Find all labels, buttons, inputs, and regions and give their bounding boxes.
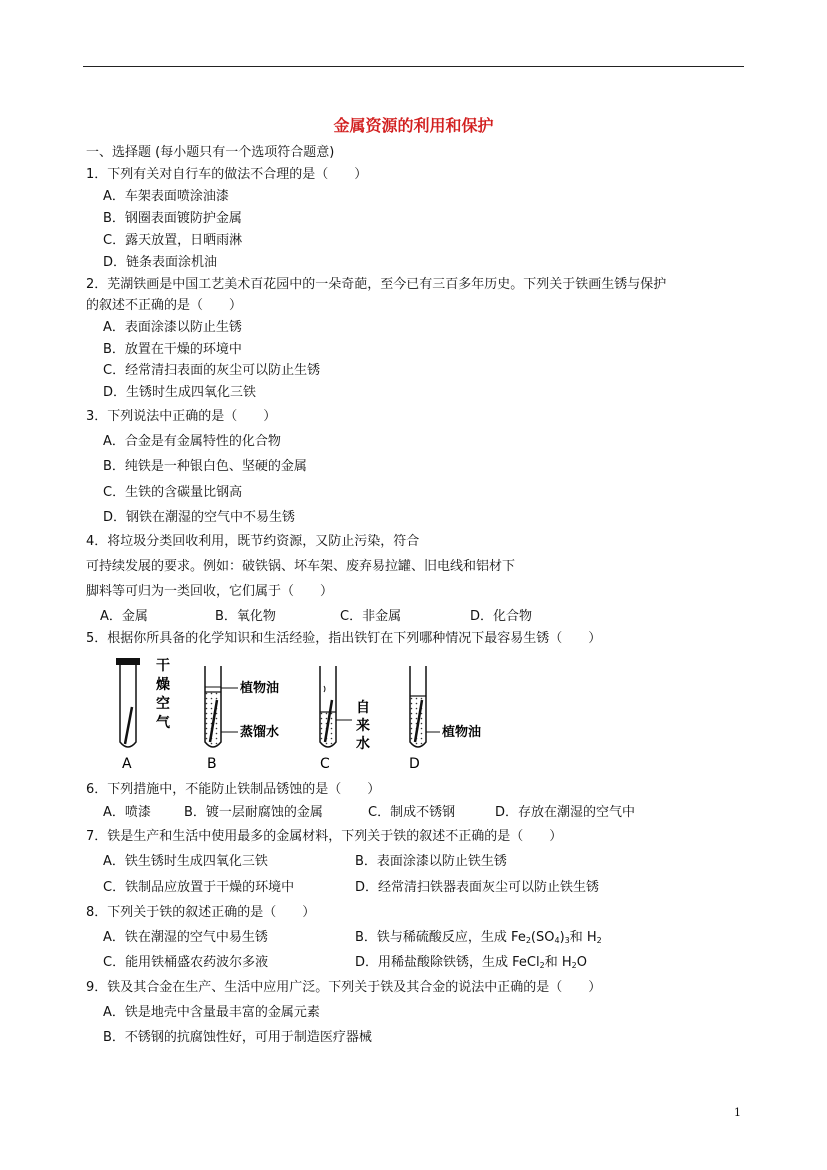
q6-option-d: D．存放在潮湿的空气中 <box>495 805 636 820</box>
q8-option-b: B．铁与稀硫酸反应，生成 $Fe_2(SO_4)_3$和 $H_2$ <box>355 930 602 945</box>
tube-label-b: B <box>207 756 217 772</box>
tube-a-stopper <box>116 658 140 665</box>
label-dry-1: 干 <box>156 658 170 674</box>
q3-option-c: C．生铁的含碳量比钢高 <box>103 485 243 500</box>
label-dry-2: 燥 <box>156 677 170 693</box>
q2-option-d: D．生锈时生成四氧化三铁 <box>103 385 257 400</box>
test-tube-figure <box>100 652 500 777</box>
label-tap-1: 自 <box>356 700 370 716</box>
tube-d <box>409 666 481 772</box>
label-tap-3: 水 <box>356 736 370 752</box>
q7-option-a: A．铁生锈时生成四氧化三铁 <box>103 854 268 869</box>
label-distilled-water: 蒸馏水 <box>240 725 280 740</box>
q4-option-a: A．金属 <box>100 609 148 624</box>
question-7-stem: 7．铁是生产和生活中使用最多的金属材料，下列关于铁的叙述不正确的是（ ） <box>86 829 563 844</box>
q8-option-d: D．用稀盐酸除铁锈，生成 FeCl$_2$和 $H_2O$ <box>355 955 587 970</box>
q3-option-a: A．合金是有金属特性的化合物 <box>103 434 281 449</box>
q7-option-b: B．表面涂漆以防止铁生锈 <box>355 854 507 869</box>
q6-option-c: C．制成不锈钢 <box>368 805 456 820</box>
q4-option-d: D．化合物 <box>470 609 533 624</box>
q6-option-a: A．喷漆 <box>103 805 151 820</box>
tube-label-c: C <box>320 756 330 772</box>
question-2-stem-line2: 的叙述不正确的是（ ） <box>86 298 243 313</box>
question-6-stem: 6．下列措施中，不能防止铁制品锈蚀的是（ ） <box>86 782 381 797</box>
q2-option-c: C．经常清扫表面的灰尘可以防止生锈 <box>103 363 321 378</box>
tube-b <box>205 666 279 772</box>
q9-option-a: A．铁是地壳中含量最丰富的金属元素 <box>103 1005 320 1020</box>
q9-option-b: B．不锈钢的抗腐蚀性好，可用于制造医疗器械 <box>103 1030 372 1045</box>
q1-option-a: A．车架表面喷涂油漆 <box>103 189 229 204</box>
header-rule <box>83 66 744 67</box>
tube-a <box>116 658 171 772</box>
q3-option-b: B．纯铁是一种银白色、坚硬的金属 <box>103 459 307 474</box>
q1-option-b: B．钢圈表面镀防护金属 <box>103 211 242 226</box>
label-air-1: 空 <box>156 696 170 712</box>
tube-label-a: A <box>122 756 132 772</box>
tube-label-d: D <box>409 756 420 772</box>
q2-option-b: B．放置在干燥的环境中 <box>103 342 242 357</box>
q7-option-d: D．经常清扫铁器表面灰尘可以防止铁生锈 <box>355 880 600 895</box>
label-oil-d: 植物油 <box>442 725 482 740</box>
tube-c <box>320 666 370 772</box>
q4-option-c: C．非金属 <box>340 609 402 624</box>
tube-a-nail <box>125 707 132 744</box>
page-title: 金属资源的利用和保护 <box>333 116 494 135</box>
q7-option-c: C．铁制品应放置于干燥的环境中 <box>103 880 295 895</box>
question-9-stem: 9．铁及其合金在生产、生活中应用广泛。下列关于铁及其合金的说法中正确的是（ ） <box>86 980 602 995</box>
question-4-stem-line2: 可持续发展的要求。例如：破铁锅、坏车架、废弃易拉罐、旧电线和铝材下 <box>86 559 516 574</box>
q8-option-a: A．铁在潮湿的空气中易生锈 <box>103 930 268 945</box>
q1-option-d: D．链条表面涂机油 <box>103 255 218 270</box>
q1-option-c: C．露天放置，日晒雨淋 <box>103 233 243 248</box>
q6-option-b: B．镀一层耐腐蚀的金属 <box>184 805 323 820</box>
label-air-2: 气 <box>156 715 170 731</box>
q2-option-a: A．表面涂漆以防止生锈 <box>103 320 242 335</box>
label-oil-b: 植物油 <box>240 681 280 696</box>
question-4-stem-line1: 4．将垃圾分类回收利用，既节约资源，又防止污染，符合 <box>86 534 420 549</box>
q4-option-b: B．氧化物 <box>215 609 276 624</box>
label-tap-2: 来 <box>356 718 370 734</box>
question-2-stem-line1: 2．芜湖铁画是中国工艺美术百花园中的一朵奇葩，至今已有三百多年历史。下列关于铁画生锈与保护 <box>86 277 667 292</box>
question-3-stem: 3．下列说法中正确的是（ ） <box>86 409 277 424</box>
page-number: 1 <box>734 1106 741 1119</box>
q8-option-c: C．能用铁桶盛农药波尔多液 <box>103 955 269 970</box>
section-heading: 一、选择题 (每小题只有一个选项符合题意) <box>86 145 335 160</box>
question-8-stem: 8．下列关于铁的叙述正确的是（ ） <box>86 905 316 920</box>
question-1-stem: 1．下列有关对自行车的做法不合理的是（ ） <box>86 167 368 182</box>
question-4-stem-line3: 脚料等可归为一类回收，它们属于（ ） <box>86 584 334 599</box>
question-5-stem: 5．根据你所具备的化学知识和生活经验，指出铁钉在下列哪种情况下最容易生锈（ ） <box>86 631 602 646</box>
q3-option-d: D．钢铁在潮湿的空气中不易生锈 <box>103 510 296 525</box>
